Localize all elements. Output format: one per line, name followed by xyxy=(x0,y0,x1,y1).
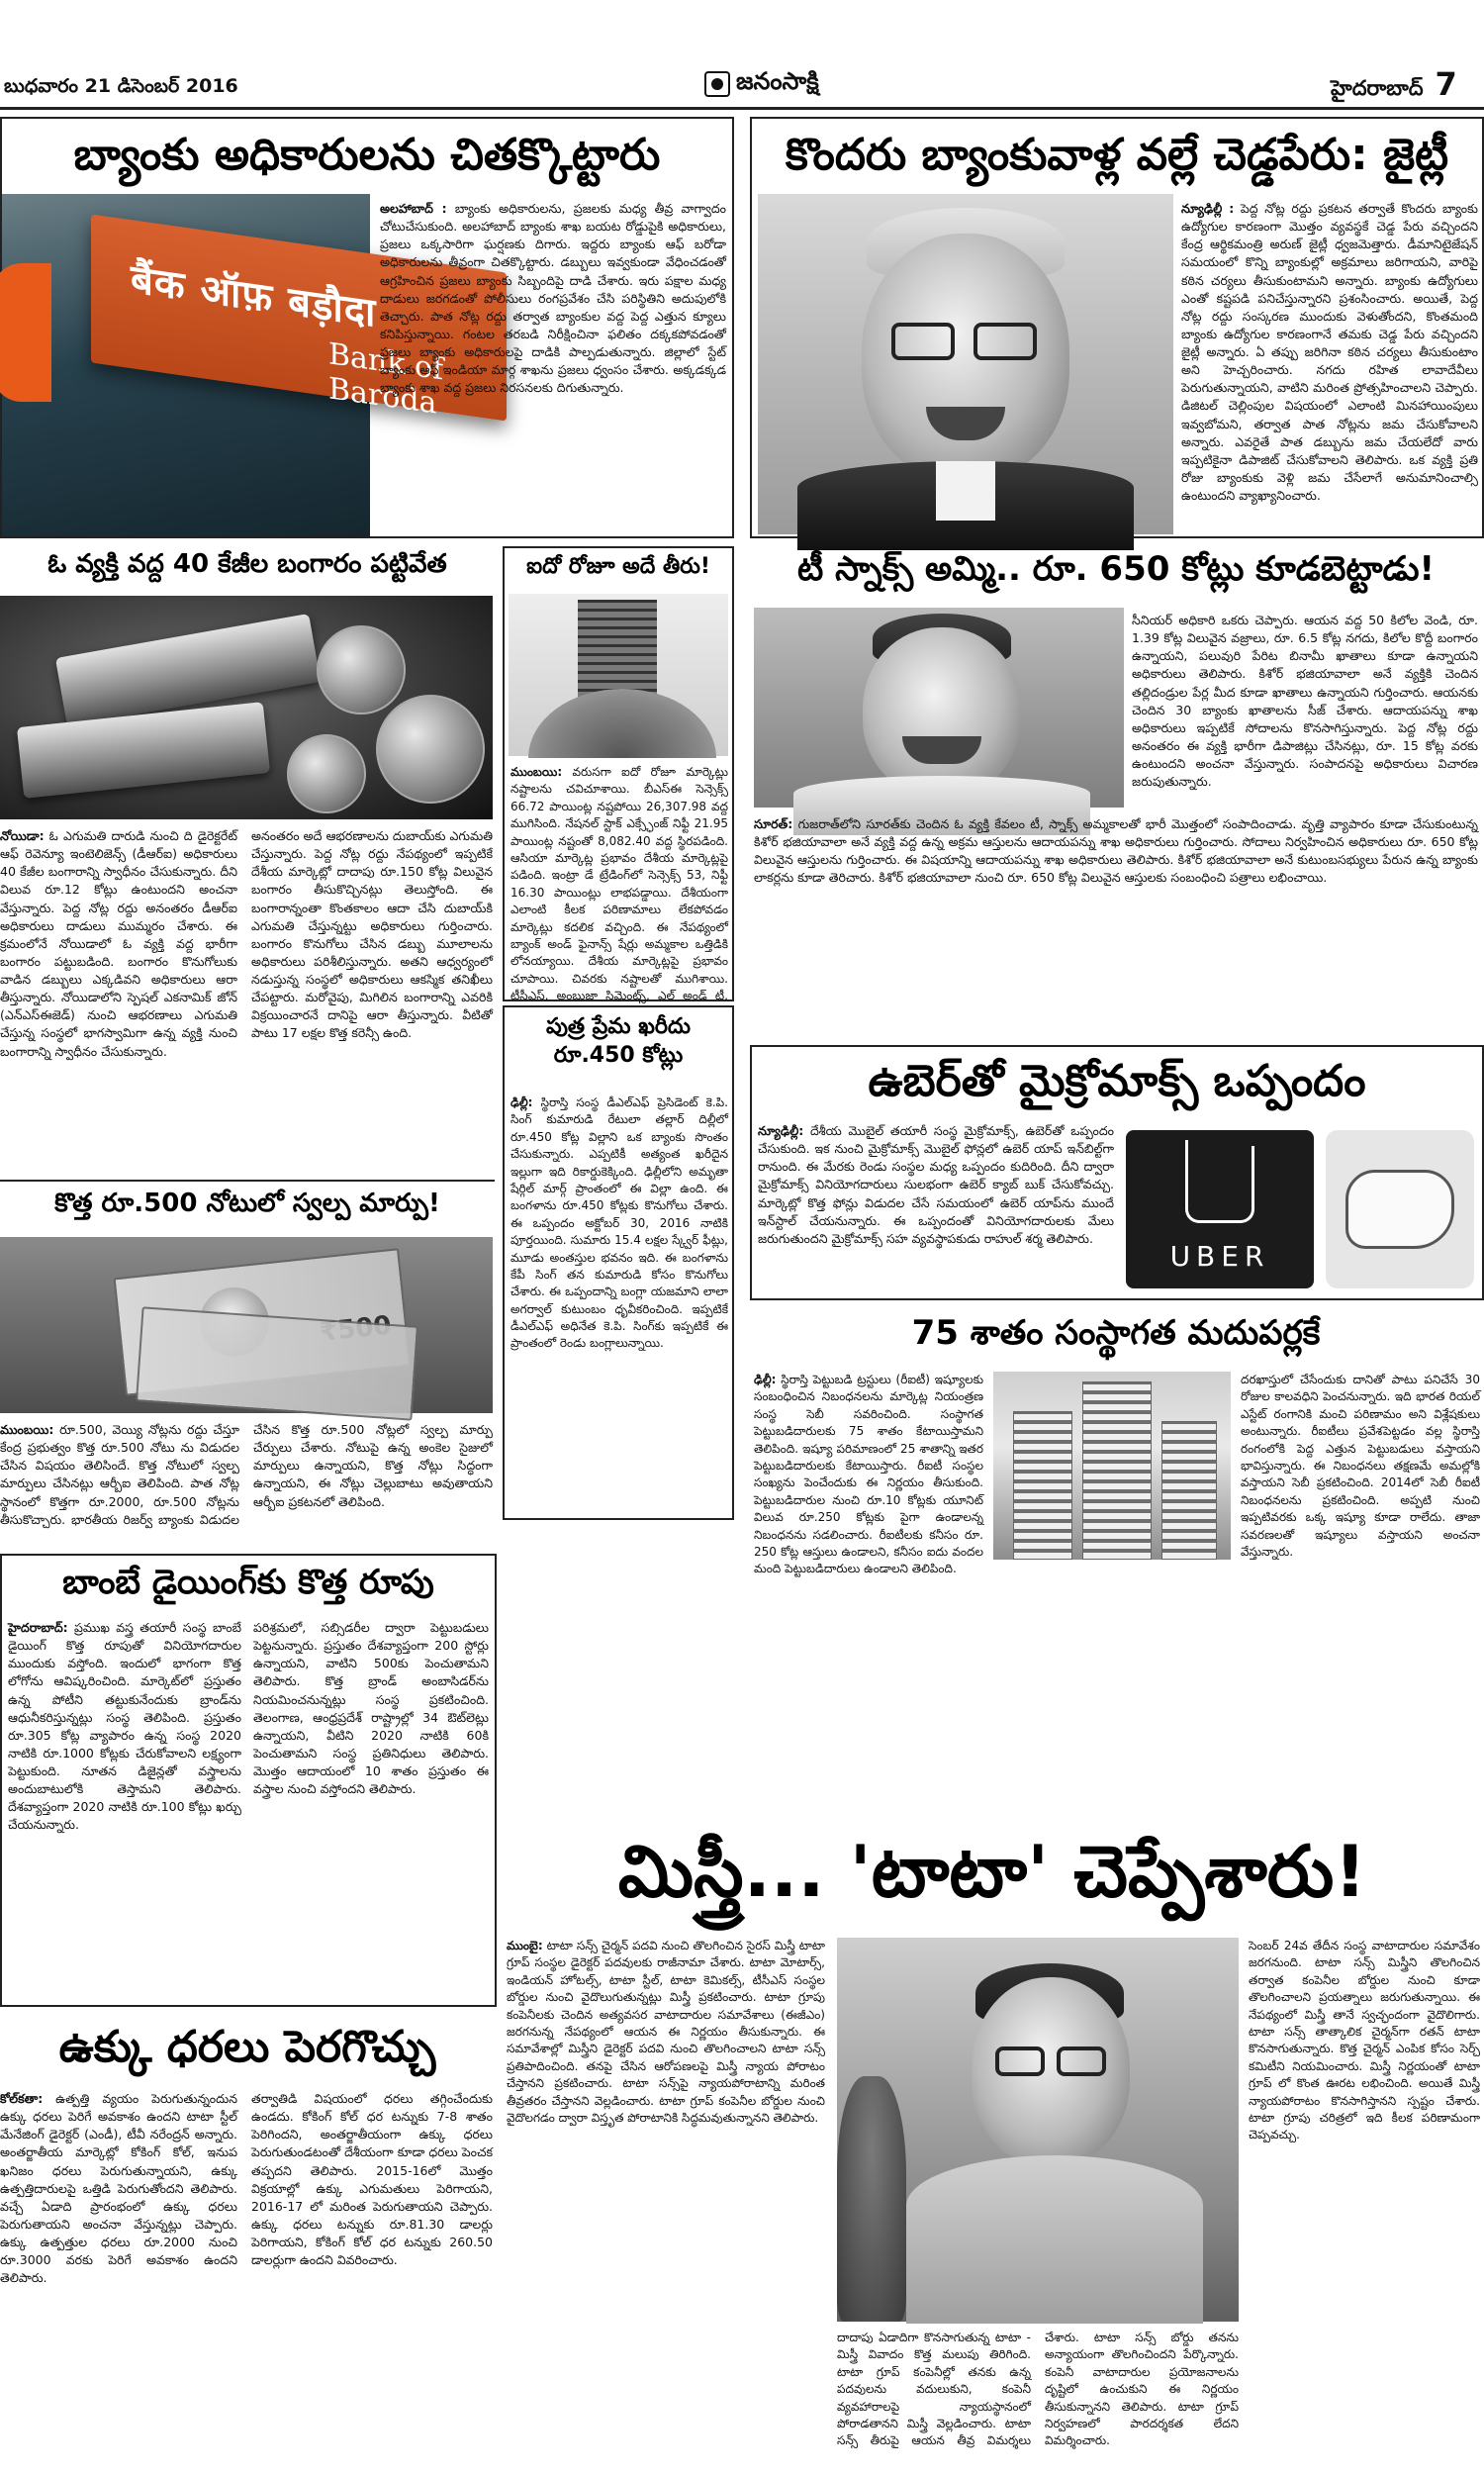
mistry-story xyxy=(503,1831,1484,2474)
headline: కొత్త రూ.500 నోటులో స్వల్ప మార్పు! xyxy=(54,1189,440,1218)
edition-city: హైదరాబాద్ xyxy=(1331,76,1424,100)
jaitley-story xyxy=(750,117,1484,538)
dateline: ముంబయి: xyxy=(510,765,563,779)
body-text: వరుసగా ఐదో రోజూ మార్కెట్లు నష్టాలను చవిచూశాయి. బీఎస్ఈ సెన్సెక్స్ 66.72 పాయింట్ల నష్టపోయి 26,307.98 వద్ద ముగిసింది. నేషనల్ స్టాక్ ఎక్స్ఛేంజ్ నిఫ్టీ 21.95 పాయింట్ల నష్టంతో 8,082.40 వద్ద స్థిరపడింది. ఆసియా మార్కెట్ల ప్రభావం దేశీయ మార్కెట్లపై పడింది. ఇంట్రా డే ట్రేడింగ్‌లో సెన్సెక్స్ 53, నిఫ్టీ 16.30 పాయింట్లు లాభపడ్డాయి. దేశీయంగా ఎలాంటి కీలక పరిణామాలు లేకపోవడం మార్కెట్లు కదలిక వచ్చింది. ఈ నేపథ్యంలో బ్యాంక్ అండ్ ఫైనాన్స్ షేర్లు అమ్మకాల ఒత్తిడికి లోనయ్యాయి. దేశీయ మార్కెట్లపై ప్రభావం చూపాయి. చివరకు నష్టాలతో ముగిశాయి. టీసీఎస్, అంబుజా సిమెంట్స్, ఎల్ అండ్ టీ, xyxy=(510,765,728,1003)
body-text: పెద్ద నోట్ల రద్దు ప్రకటన తర్వాతే కొందరు బ్యాంకు ఉద్యోగుల కారణంగా మొత్తం వ్యవస్థకే చెడ్డ పేరు వచ్చిందని కేంద్ర ఆర్థికమంత్రి అరుణ్ జైట్లీ ధ్వజమెత్తారు. డీమానిటైజేషన్ సమయంలో కొన్ని బ్యాంకుల్లో అక్రమాలు జరిగాయని, వారిపై కఠిన చర్యలు తీసుకుంటామని అన్నారు. బ్యాంకు ఉద్యోగులు ఎంతో కష్టపడి పనిచేస్తున్నారని ప్రశంసించారు. అయితే, పెద్ద నోట్ల రద్దు సంస్కరణ ముందుకు వెళుతోందని, కొంతమంది బ్యాంకు ఉద్యోగుల కారణంగానే తమకు చెడ్డ పేరు వచ్చిందని జైట్లీ అన్నారు. ఏ తప్పు జరిగినా కఠిన చర్యలు తీసుకుంటాం అని హెచ్చరించారు. నగదు రహిత లావాదేవీలు పెరుగుతున్నాయని, వాటిని మరింత ప్రోత్సహించాలని చెప్పారు. డిజిటల్ చెల్లింపుల విషయంలో ఎలాంటి మినహాయింపులు ఇవ్వబోమని, తర్వాత పాత నోట్లను జమ చేసుకోవాలని అన్నారు. ఎవరైతే పాత డబ్బును జమ చేయలేదో వారు ఇప్పటికైనా డిపాజిట్ చేసుకోవాలని తెలిపారు. ఒక వ్యక్తి ప్రతి రోజు బ్యాంకుకు వెళ్లి జమ చేసేలాగే అనుమానించాల్సి ఉంటుందని వ్యాఖ్యానించారు. xyxy=(1181,201,1478,503)
face-shape xyxy=(863,627,1021,796)
mistry-photo xyxy=(837,1938,1239,2322)
article-body-right: పరిశ్రమలో, సబ్సిడరీల ద్వారా పెట్టుబడులు పెట్టనున్నారు. ప్రస్తుతం దేశవ్యాప్తంగా 200 స్టోర్లు ఉన్నాయని, వాటిని 500కు పెంచుతామని తెలిపారు. కొత్త బ్రాండ్ అంబాసిడర్‌ను నియమించనున్నట్లు సంస్థ ప్రకటించింది. తెలంగాణ, ఆంధ్రప్రదేశ్ రాష్ట్రాల్లో 34 ఔట్‌లెట్లు ఉన్నాయని, వీటిని 2020 నాటికి 60కి పెంచుతామని సంస్థ ప్రతినిధులు తెలిపారు. మొత్తం ఆదాయంలో 10 శాతం ప్రస్తుతం ఈ వస్త్రాల నుంచి వస్తోందని తెలిపారు. xyxy=(253,1620,489,1797)
tea-seller-photo xyxy=(754,608,1124,808)
body-text: టాటా సన్స్ చైర్మన్ పదవి నుంచి తొలగించిన సైరస్ మిస్త్రీ టాటా గ్రూప్ సంస్థల డైరెక్టర్ పదవులకు రాజీనామా చేశారు. టాటా మోటార్స్, ఇండియన్ హోటల్స్, టాటా స్టీల్, టాటా కెమికల్స్, టీసీఎస్ సంస్థల బోర్డుల నుంచి వైదొలుగుతున్నట్లు మిస్త్రీ ప్రకటించారు. టాటా గ్రూపు కంపెనీలకు చెందిన అత్యవసర వాటాదారుల సమావేశాలు (ఈజీఎం) జరగనున్న నేపథ్యంలో ఆయన ఈ నిర్ణయం తీసుకున్నారు. ఈ సమావేశాల్లో మిస్త్రీని డైరెక్టర్ పదవి నుంచి తొలగించాలని టాటా సన్స్ ప్రతిపాదించింది. తనపై చేసిన ఆరోపణలపై మిస్త్రీ న్యాయ పోరాటం చేస్తానని ప్రకటించారు. టాటా సన్స్‌పై న్యాయపోరాటాన్ని మరింత తీవ్రతరం చేస్తానని వెల్లడించారు. టాటా గ్రూప్ కంపెనీల బోర్డుల నుంచి వైదొలగడం ద్వారా విస్తృత పోరాటానికి సిద్ధమవుతున్నానని తెలిపారు. xyxy=(507,1939,825,2125)
article-body-right: దరఖాస్తులో చేసేందుకు దానితో పాటు పనిచేసే 30 రోజుల కాలవధిని పెంచనున్నారు. ఇది భారత రియల్ ఎస్టేట్ రంగానికి మంచి పరిణామం అని విశ్లేషకులు అంటున్నారు. రీఐటీలు ప్రవేశపెట్టడం వల్ల స్థిరాస్తి రంగంలోకి పెద్ద ఎత్తున పెట్టుబడులు వస్తాయని భావిస్తున్నారు. ఈ నిబంధనలు తక్షణమే అమల్లోకి వస్తాయని సెబీ ప్రకటించింది. 2014లో సెబీ రీఐటీ నిబంధనలను ప్రకటించింది. అప్పటి నుంచి ఇప్పటివరకు ఒక్క ఇష్యూ కూడా రాలేదు. తాజా సవరణలతో ఇష్యూలు వస్తాయని అంచనా వేస్తున్నారు. xyxy=(1241,1373,1480,1559)
coin xyxy=(376,695,485,804)
sign-english-text: Bank of Baroda xyxy=(328,336,444,422)
body-text: ప్రముఖ వస్త్ర తయారీ సంస్థ బాంబే డైయింగ్ కొత్త రూపుతో వినియోగదారుల ముందుకు వస్తోంది. ఇందులో భాగంగా కొత్త లోగోను ఆవిష్కరించింది. మార్కెట్‌లో ప్రస్తుతం ఉన్న పోటీని తట్టుకునేందుకు బ్రాండ్‌ను ఆధునీకరిస్తున్నట్లు సంస్థ తెలిపింది. ప్రస్తుతం రూ.305 కోట్ల వ్యాపారం ఉన్న సంస్థ 2020 నాటికి రూ.1000 కోట్లకు చేరుకోవాలని లక్ష్యంగా పెట్టుకుంది. నూతన డిజైన్లతో వస్త్రాలను అందుబాటులోకి తెస్తామని తెలిపారు. దేశవ్యాప్తంగా 2020 నాటికి రూ.100 కోట్లు ఖర్చు చేయనున్నారు. xyxy=(8,1620,241,1833)
divider xyxy=(0,1180,495,1182)
dateline: హైదరాబాద్: xyxy=(8,1620,68,1635)
reit-story xyxy=(750,1306,1484,1821)
article-body xyxy=(510,764,728,1003)
tea-snacks-story xyxy=(750,546,1484,1037)
dateline: ఢిల్లీ: xyxy=(510,1095,533,1109)
dateline: నోయిడా: xyxy=(0,828,45,843)
dateline: న్యూఢిల్లీ: xyxy=(758,1123,804,1138)
collar-shape xyxy=(936,461,995,521)
body-text: రూ.500, వెయ్యి నోట్లను రద్దు చేస్తూ కేంద్ర ప్రభుత్వం కొత్త రూ.500 నోటు ను విడుదల చేసిన విషయం తెలిసిందే. కొత్త నోటులో స్వల్ప మార్పులు చేసినట్లు ఆర్బీఐ తెలిపింది. పాత నోట్ల స్థానంలో కొత్తగా రూ.2000, రూ.500 నోట్లను తీసుకొచ్చారు. భారతీయ రిజర్వ్ బ్యాంకు విడుదల చేసిన కొత్త రూ.500 నోట్లలో స్వల్ప మార్పు చేర్పులు చేశారు. నోటుపై ఉన్న అంకెల సైజులో మార్పులు ఉన్నాయని, కొత్త నోట్లు సిద్ధంగా ఉన్నాయని, ఈ నోట్లు చెల్లుబాటు అవుతాయని ఆర్బీఐ ప్రకటనలో తెలిపింది. xyxy=(0,1422,493,1527)
currency-photo xyxy=(0,1237,493,1413)
coin xyxy=(317,625,406,714)
headline: టీ స్నాక్స్ అమ్మి.. రూ. 650 కోట్లు కూడబెట్టాడు! xyxy=(797,549,1435,589)
headline: మిస్త్రీ... 'టాటా' చెప్పేశారు! xyxy=(617,1830,1367,1913)
headline: బాంబే డైయింగ్‌కు కొత్త రూపు xyxy=(62,1563,434,1602)
uber-u-icon xyxy=(1185,1146,1254,1223)
headline: ఉబెర్‌తో మైక్రోమాక్స్ ఒప్పందం xyxy=(868,1056,1366,1106)
body-text: స్థిరాస్తి సంస్థ డీఎల్ఎఫ్ ప్రెసిడెంట్ కె.పి. సింగ్ కుమారుడి రేటులా తల్లార్ దిల్లీలో రూ.450 కోట్ల విల్లాని ఒక బ్యాంకు సొంతం చేసుకున్నారు. ఎప్పటికీ అత్యంత ఖరీదైన ఇల్లుగా ఇది రికార్డుకెక్కింది. ఢిల్లీలోని అమృతా షేర్గిల్ మార్గ్ ప్రాంతంలో ఈ విల్లా ఉంది. ఈ బంగళాను రూ.450 కోట్లకు కొనుగోలు చేశారు. ఈ ఒప్పందం అక్టోబర్ 30, 2016 నాటికి పూర్తయింది. సుమారు 15.4 లక్షల స్క్వేర్ ఫీట్లు, మూడు అంతస్తుల భవనం ఇది. ఈ బంగళాను కేపీ సింగ్ తన కుమారుడి కోసం కొనుగోలు చేశారు. ఈ ఒప్పందాన్ని బంగ్లా యజమాని లాలా అగర్వాల్ కుటుంబం ధృవీకరించింది. ఇప్పటికే డీఎల్ఎఫ్ అధినేత కె.పి. సింగ్‌కు ఇప్పటికే ఈ ప్రాంతంలో రెండు బంగ్లాలున్నాయి. xyxy=(510,1095,728,1351)
article-body-mid: దాదాపు ఏడాదిగా కొనసాగుతున్న టాటా - మిస్త్రీ వివాదం కొత్త మలుపు తిరిగింది. టాటా గ్రూప్ కంపెనీల్లో తనకు ఉన్న పదవులను వదులుకుని, కంపెనీ వ్యవహారాలపై న్యాయస్థానంలో పోరాడతానని మిస్త్రీ వెల్లడించారు. టాటా సన్స్ తీరుపై ఆయన తీవ్ర విమర్శలు చేశారు. టాటా సన్స్ బోర్డు తనను అన్యాయంగా తొలగించిందని పేర్కొన్నారు. కంపెనీ వాటాదారుల ప్రయోజనాలను దృష్టిలో ఉంచుకుని ఈ నిర్ణయం తీసుకున్నానని తెలిపారు. టాటా గ్రూప్ నిర్వహణలో పారదర్శకత లేదని విమర్శించారు. xyxy=(837,2331,1239,2448)
body-text: గుజరాత్‌లోని సూరత్‌కు చెందిన ఓ వ్యక్తి కేవలం టీ, స్నాక్స్ అమ్మకాలతో భారీ మొత్తంలో సంపాదించాడు. వృత్తి వ్యాపారం కూడా చేసుకుంటున్న కిశోర్ భజియావాలా అనే వ్యక్తి వద్ద ఉన్న అక్రమ ఆస్తులను ఆదాయపన్ను శాఖ అధికారులు గుర్తించారు. సోదాలు నిర్వహించిన అధికారులు రూ. 650 కోట్ల విలువైన ఆస్తులను గుర్తించారు. ఈ విషయాన్ని ఆదాయపన్ను శాఖ అధికారులు తెలిపారు. కిశోర్ భజియావాలా అనే కుటుంబసభ్యులు పేరున ఉన్న బ్యాంకు లాకర్లను కూడా తెరిచారు. కిశోర్ భజియావాలా నుంచి రూ. 650 కోట్ల విలువైన ఆస్తులకు సంబంధించి పత్రాలు లభించాయి. xyxy=(754,816,1478,886)
article-body-left xyxy=(8,1619,241,2003)
building xyxy=(1161,1421,1217,1560)
uber-logo xyxy=(1126,1130,1314,1288)
shirt-shape xyxy=(906,2155,1203,2324)
article-body xyxy=(0,1421,493,1540)
gold-bar xyxy=(17,702,270,799)
article-body-right: సీనియర్ అధికారి ఒకరు చెప్పారు. ఆయన వద్ద 50 కిలోల వెండి, రూ. 1.39 కోట్ల విలువైన వజ్రాలు, రూ. 6.5 కోట్ల నగదు, కిలోల కొద్దీ బంగారం ఉన్నాయని, పలువురి పేరిట బినామీ ఖాతాలు కూడా ఉన్నాయని అధికారులు తెలిపారు. కిశోర్ భజియావాలా అనే వ్యక్తికి చెందిన తల్లిదండ్రుల పేర్ల మీద కూడా ఖాతాలు ఉన్నాయని గుర్తించారు. ఆయనకు చెందిన 30 బ్యాంకు ఖాతాలను సీజ్ చేశారు. ఆదాయపన్ను శాఖ అధికారులు ఇప్పటికే సోదాలను కొనసాగిస్తున్నారు. పెద్ద నోట్ల రద్దు అనంతరం ఈ వ్యక్తి భారీగా డిపాజిట్లు చేసినట్లు, రూ. 15 కోట్ల వరకు ఉంటుందని అంచనా వేస్తున్నారు. సంపాదనపై అధికారులు విచారణ జరుపుతున్నారు. xyxy=(1132,613,1478,790)
building xyxy=(1082,1381,1152,1560)
logo-text: జనంసాక్షి xyxy=(736,67,819,95)
body-text: స్థిరాస్తి పెట్టుబడి ట్రస్టులు (రీఐటీ) ఇష్యూలకు సంబంధించిన నిబంధనలను మార్కెట్ల నియంత్రణ సంస్థ సెబీ సవరించింది. సంస్థాగత పెట్టుబడిదారులకు 75 శాతం కేటాయిస్తామని తెలిపింది. ఇష్యూ పరిమాణంలో 25 శాతాన్ని ఇతర పెట్టుబడిదారులకు కేటాయిస్తారు. రీఐటీ సంస్థల సంఖ్యను పెంచేందుకు ఈ నిర్ణయం తీసుకుంది. పెట్టుబడిదారుల నుంచి రూ.10 కోట్లకు యూనిట్ విలువ రూ.250 కోట్లకు పైగా ఉండాలన్న నిబంధనను సడలించారు. రీఐటీలకు కనీసం రూ. 250 కోట్ల ఆస్తులు ఉండాలని, కనీసం ఐదు వందల మంది పెట్టుబడిదారులు ఉండాలని తెలిపింది. xyxy=(754,1373,983,1576)
uber-micromax-story xyxy=(750,1045,1484,1300)
steel-story xyxy=(0,2019,497,2470)
dateline: కోల్‌కతా: xyxy=(0,2091,44,2106)
sign-hindi-text: बैंक ऑफ़ बड़ौदा xyxy=(131,256,377,337)
page-number: 7 xyxy=(1435,65,1457,103)
headline: ఐదో రోజూ అదే తీరు! xyxy=(526,554,710,579)
dateline: న్యూఢిల్లీ : xyxy=(1181,201,1235,216)
bse-building-photo xyxy=(509,594,728,756)
dateline: ఢిల్లీ: xyxy=(754,1373,777,1386)
headline: 75 శాతం సంస్థాగత మదుపర్లకే xyxy=(911,1313,1321,1353)
newspaper-logo xyxy=(704,67,819,101)
bombay-dyeing-story xyxy=(0,1554,497,2007)
glasses-right xyxy=(1057,2047,1106,2076)
masthead-rule xyxy=(0,107,1484,110)
coin xyxy=(287,734,366,813)
dateline: ముంబై: xyxy=(507,1939,543,1952)
headline: పుత్ర ప్రేమ ఖరీదు రూ.450 కోట్లు xyxy=(545,1014,692,1068)
article-body-left xyxy=(754,815,1478,1031)
gold-photo xyxy=(0,596,493,819)
article-body-right: అనంతరం అదే ఆభరణాలను దుబాయ్‌కు ఎగుమతి చేస్తున్నారు. పెద్ద నోట్ల రద్దు నేపథ్యంలో ఇప్పటికే దేశీయ మార్కెట్లో దాదాపు రూ.150 కోట్ల విలువైన బంగారం తీసుకొచ్చినట్లు తెలుస్తోంది. ఈ బంగారాన్నంతా కొంతకాలం ఆదా చేసి దుబాయ్‌కి ఎగుమతి చేస్తున్నట్టు అధికారులు గుర్తించారు. బంగారం కొనుగోలు చేసిన డబ్బు మూలాలను అధికారులు పరిశీలిస్తున్నారు. అతని ఆధ్వర్యంలో నడుస్తున్న సంస్థలో అధికారులు ఆకస్మిక తనిఖీలు చేపట్టారు. మరోవైపు, మిగిలిన బంగారాన్ని ఎవరికి విక్రయించారనే దానిపై ఆరా తీస్తున్నారు. వీటితో పాటు 17 లక్షల కొత్త కరెన్సీ ఉంది. xyxy=(251,828,493,1041)
banknote-back xyxy=(136,1306,418,1420)
body-text: ఓ ఎగుమతి దారుడి నుంచి ది డైరెక్టరేట్ ఆఫ్ రెవెన్యూ ఇంటెలిజెన్స్ (డీఆర్ఐ) అధికారులు 40 కేజీల బంగారాన్ని స్వాధీనం చేసుకున్నారు. దీని విలువ రూ.12 కోట్లు ఉంటుందని అంచనా వేస్తున్నారు. పెద్ద నోట్ల రద్దు అనంతరం డీఆర్ఐ అధికారులు దాడులు ముమ్మరం చేశారు. ఈ క్రమంలోనే నోయిడాలో ఓ వ్యక్తి వద్ద భారీగా బంగారం పట్టుబడింది. బంగారం కొనుగోలుకు వాడిన డబ్బులు ఎక్కడివని అధికారులు ఆరా తీస్తున్నారు. నోయిడాలోని స్పెషల్ ఎకనామిక్ జోన్ (ఎన్ఎస్ఈజెడ్) నుంచి ఆభరణాలు ఎగుమతి చేస్తున్న సంస్థలో భాగస్వామిగా ఉన్న వ్యక్తి నుంచి బంగారాన్ని స్వాధీనం చేసుకున్నారు. xyxy=(0,828,237,1059)
body-text: ఉత్పత్తి వ్యయం పెరుగుతున్నందున ఉక్కు ధరలు పెరిగే అవకాశం ఉందని టాటా స్టీల్ మేనేజింగ్ డైరెక్టర్ (ఎండీ), టీవీ నరేంద్రన్ అన్నారు. అంతర్జాతీయ మార్కెట్లో కోకింగ్ కోల్, ఇనుప ఖనిజం ధరలు పెరుగుతున్నాయని, ఉక్కు ఉత్పత్తిదారులపై ఒత్తిడి పెరుగుతోందని తెలిపారు. వచ్చే ఏడాది ప్రారంభంలో ఉక్కు ధరలు పెరుగుతాయని అంచనా వేస్తున్నట్లు చెప్పారు. ఉక్కు ఉత్పత్తుల ధరలు రూ.2000 నుంచి రూ.3000 వరకు పెరిగే అవకాశం ఉందని తెలిపారు. xyxy=(0,2091,237,2286)
building xyxy=(1013,1411,1072,1560)
headline: కొందరు బ్యాంకువాళ్ల వల్లే చెడ్డపేరు: జైట్లీ xyxy=(785,130,1449,180)
article-body-left xyxy=(507,1938,825,2470)
article-body xyxy=(758,1122,1114,1296)
dateline: ముంబయి: xyxy=(0,1422,54,1437)
dateline: అలహాబాద్ : xyxy=(380,201,447,216)
glasses-right xyxy=(974,323,1037,360)
bank-anger-story xyxy=(0,117,734,538)
gold-story xyxy=(0,546,497,1176)
article-body-right: సెంబర్ 24వ తేదీన సంస్థ వాటాదారుల సమావేశం జరగనుంది. టాటా సన్స్ మిస్త్రీని తొలగించిన తర్వాత కంపెనీల బోర్డుల నుంచి కూడా తొలగించాలని ప్రయత్నాలు జరుగుతున్నాయి. ఈ నేపథ్యంలో మిస్త్రీ తానే స్వచ్ఛందంగా వైదొలిగారు. టాటా సన్స్ తాత్కాలిక చైర్మన్‌గా రతన్ టాటా కొనసాగుతున్నారు. కొత్త చైర్మన్ ఎంపిక కోసం సెర్చ్ కమిటీని నియమించారు. మిస్త్రీ నిర్ణయంతో టాటా గ్రూప్ లో కొంత ఊరట లభించింది. అయితే మిస్త్రీ న్యాయపోరాటం కొనసాగిస్తానని స్పష్టం చేశారు. టాటా గ్రూపు చరిత్రలో ఇది కీలక పరిణామంగా చెప్పవచ్చు. xyxy=(1249,1939,1480,2142)
headline: బ్యాంకు అధికారులను చితక్కొట్టారు xyxy=(73,130,661,180)
article-body-left xyxy=(0,2090,237,2466)
article-body-left xyxy=(754,1372,983,1817)
article-body xyxy=(380,200,726,532)
note-story xyxy=(0,1180,497,1544)
logo-icon xyxy=(704,71,730,97)
body-text: దేశీయ మొబైల్ తయారీ సంస్థ మైక్రోమాక్స్, ఉబెర్‌తో ఒప్పందం చేసుకుంది. ఇక నుంచి మైక్రోమాక్స్ మొబైల్ ఫోన్లలో ఉబెర్ యాప్ ఇన్‌బిల్ట్‌గా రానుంది. ఈ మేరకు రెండు సంస్థల మధ్య ఒప్పందం కుదిరింది. దీని ద్వారా మైక్రోమాక్స్ వినియోగదారులు సులభంగా ఉబెర్ క్యాబ్ బుక్ చేసుకోవచ్చు. మార్కెట్లో కొత్త ఫోన్లు విడుదల చేసే సమయంలో ఉబెర్ యాప్‌ను ముందే ఇన్‌స్టాల్ చేయనున్నారు. ఈ ఒప్పందంతో వినియోగదారులకు మేలు జరుగుతుందని మైక్రోమాక్స్ సహ వ్యవస్థాపకుడు రాహుల్ శర్మ తెలిపారు. xyxy=(758,1123,1114,1246)
article-body-left xyxy=(0,827,237,1174)
article-body-right: తర్వాతిడి విషయంలో ధరలు తగ్గించేందుకు ఉండదు. కోకింగ్ కోల్ ధర టన్నుకు 7-8 శాతం పెరిగిందని, అంతర్జాతీయంగా ఉక్కు ధరలు పెరుగుతుండటంతో దేశీయంగా కూడా ధరలు పెంచక తప్పదని తెలిపారు. 2015-16లో మొత్తం విక్రయాల్లో ఉక్కు ఎగుమతులు పెరిగాయని, 2016-17 లో మరింత పెరుగుతాయని చెప్పారు. ఉక్కు ధరలు టన్నుకు రూ.81.30 డాలర్లు పెరిగాయని, కోకింగ్ కోల్ ధర టన్నుకు 260.50 డాలర్లుగా ఉందని వివరించారు. xyxy=(251,2091,493,2268)
bse-dome xyxy=(528,689,716,758)
uber-wordmark: UBER xyxy=(1169,1240,1270,1273)
micromax-fist-icon xyxy=(1345,1170,1454,1249)
micromax-logo xyxy=(1326,1130,1474,1288)
market-story xyxy=(503,546,734,1001)
issue-date: బుధవారం 21 డిసెంబర్ 2016 xyxy=(4,75,238,97)
article-body xyxy=(1181,200,1478,532)
glasses-left xyxy=(891,323,955,360)
dateline: సూరత్: xyxy=(754,816,793,831)
body-text: బ్యాంకు అధికారులను, ప్రజలకు మధ్య తీవ్ర వాగ్వాదం చోటుచేసుకుంది. అలహాబాద్ బ్యాంకు శాఖ బయట రోడ్డుపైకి అధికారులు, ప్రజలు ఒక్కసారిగా ఘర్షణకు దిగారు. ఇద్దరు బ్యాంకు ఆఫ్ బరోడా అధికారులను తీవ్రంగా చితక్కొట్టారు. డబ్బులు ఇవ్వకుండా వేధించడంతో ఆగ్రహించిన ప్రజలు బ్యాంకు సిబ్బందిపై దాడి చేశారు. ఇరు పక్షాల మధ్య దాడులు జరగడంతో పోలీసులు రంగప్రవేశం చేసి పరిస్థితిని అదుపులోకి తెచ్చారు. పాత నోట్ల రద్దు తర్వాత బ్యాంకుల వద్ద పెద్ద ఎత్తున క్యూలు కనిపిస్తున్నాయి. గంటల తరబడి నిరీక్షించినా ఫలితం దక్కకపోవడంతో ప్రజలు బ్యాంకు అధికారులపై దాడికి పాల్పడుతున్నారు. జిల్లాలో స్టేట్ బ్యాంకు ఆఫ్ ఇండియా మార్గ శాఖను ప్రజలు ధ్వంసం చేశారు. అక్కడక్కడ బ్యాంకు శాఖ వద్ద ప్రజలు నిరసనలకు దిగుతున్నారు. xyxy=(380,201,726,396)
article-body xyxy=(510,1095,728,1516)
headline: ఉక్కు ధరలు పెరగొచ్చు xyxy=(58,2022,436,2072)
jaitley-photo xyxy=(758,194,1173,534)
glasses-left xyxy=(995,2047,1045,2076)
son-villa-story xyxy=(503,1005,734,1520)
background-person xyxy=(837,2076,906,2322)
bank-logo-stripe xyxy=(0,263,51,402)
headline: ఓ వ్యక్తి వద్ద 40 కేజీల బంగారం పట్టివేత xyxy=(47,549,447,579)
edition-info xyxy=(1331,65,1457,106)
building-photo xyxy=(993,1372,1231,1560)
